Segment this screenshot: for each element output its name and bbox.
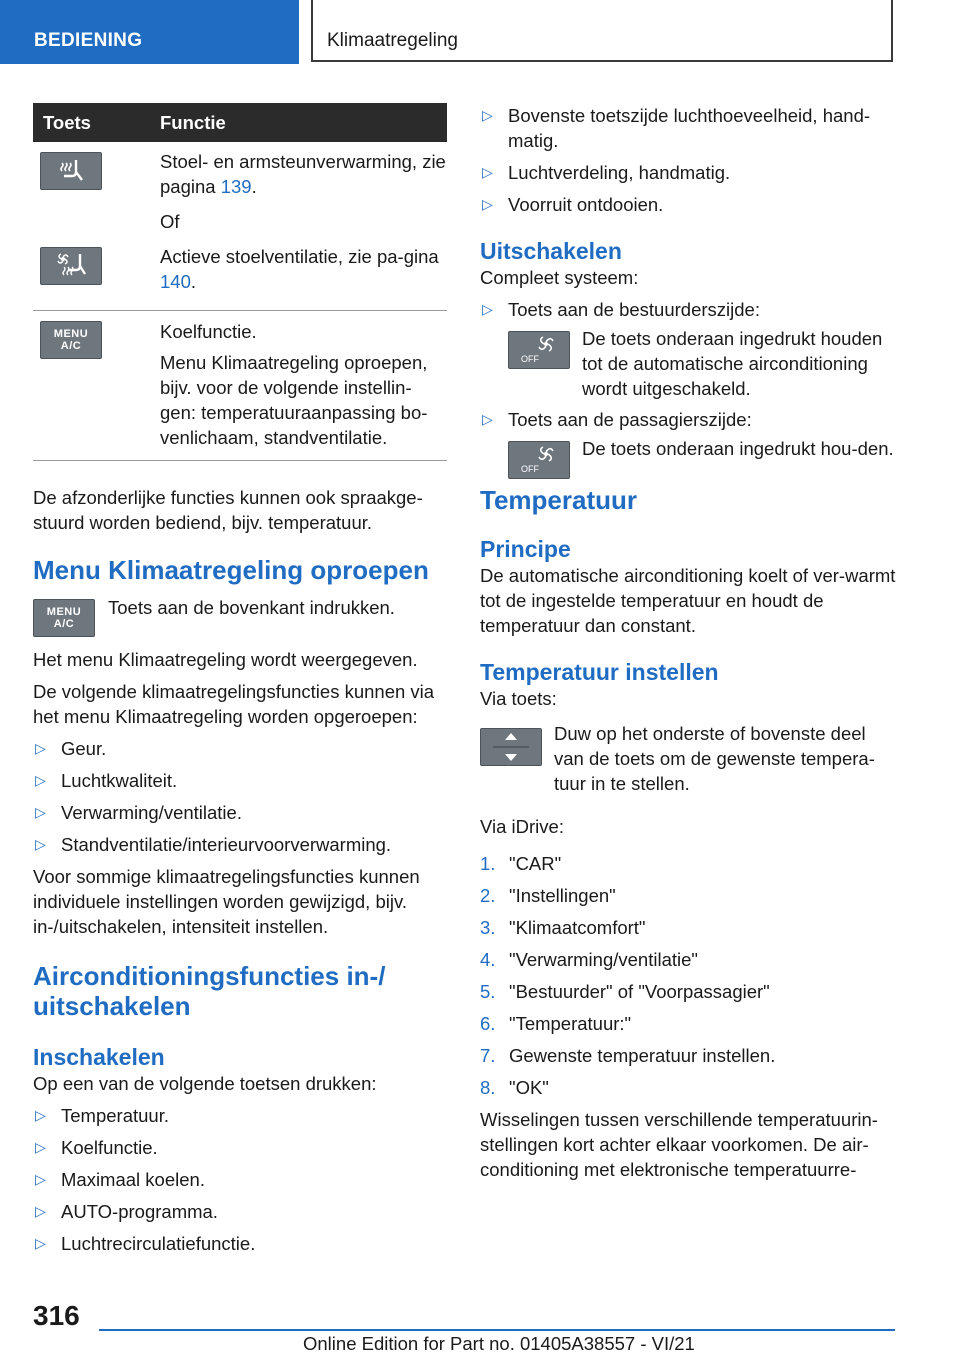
page-number: 316: [33, 1300, 80, 1331]
key-function-table: [33, 103, 447, 461]
table-or: Of: [160, 211, 180, 232]
list-item: ▷ Bovenste toetszijde luchthoeveelheid, hand-matig.: [482, 105, 871, 151]
list-item: 5. "Bestuurder" of "Voorpassagier": [480, 981, 770, 1002]
idrive-steps: [480, 851, 900, 1100]
voice-control-note: De afzonderlijke functies kunnen ook spraakge-stuurd worden bediend, bijv. temperatuur.: [33, 487, 423, 533]
table-header-function: Functie: [154, 103, 447, 142]
list-item: ▷ Maximaal koelen.: [35, 1169, 205, 1190]
list-item: ▷ Toets aan de passagierszijde: OFF De toets onderaan ingedrukt hou-den.: [480, 407, 900, 461]
list-item: ▷ Verwarming/ventilatie.: [35, 802, 242, 823]
list-item: ▷ Koelfunctie.: [35, 1137, 158, 1158]
via-key-text: Via toets:: [480, 688, 557, 709]
page-link-139[interactable]: 139: [220, 176, 252, 197]
list-item: 4. "Verwarming/ventilatie": [480, 949, 698, 970]
list-item: 7. Gewenste temperatuur instellen.: [480, 1045, 776, 1066]
closing-text: Wisselingen tussen verschillende temperatuurin-stellingen kort achter elkaar voorkomen. De air-conditioning met elektronische temperatuurre-: [480, 1109, 878, 1180]
menu-function-list: [33, 736, 447, 857]
heading-principle: Principe: [480, 536, 571, 562]
key-desc-text: Duw op het onderste of bovenste deel van de toets om de gewenste tempera-tuur in te stellen.: [554, 723, 875, 794]
list-item: 8. "OK": [480, 1077, 549, 1098]
principle-text: De automatische airconditioning koelt of ver-warmt tot de ingestelde temperatuur en houdt de temperatuur dan constant.: [480, 565, 896, 636]
list-item: ▷ Luchtverdeling, handmatig.: [482, 162, 731, 183]
menu-shown-text: Het menu Klimaatregeling wordt weergegeven.: [33, 649, 418, 670]
table-header-key: Toets: [33, 103, 154, 142]
section-title: BEDIENING: [34, 30, 143, 51]
via-idrive-text: Via iDrive:: [480, 816, 564, 837]
list-item: ▷ Luchtkwaliteit.: [35, 770, 178, 791]
temperature-rocker-button-icon: [480, 728, 542, 766]
svg-text:OFF: OFF: [521, 354, 539, 364]
chapter-tab: [311, 0, 893, 62]
left-column: [33, 103, 447, 1263]
switch-on-list-continued: [480, 103, 900, 217]
heading-switch-on: Inschakelen: [33, 1044, 165, 1070]
list-item: 1. "CAR": [480, 853, 562, 874]
heading-menu-climate: Menu Klimaatregeling oproepen: [33, 555, 429, 585]
fan-off-button-icon: [508, 331, 570, 369]
switch-on-intro: Op een van de volgende toetsen drukken:: [33, 1073, 377, 1094]
passenger-off-desc: De toets onderaan ingedrukt hou-den.: [582, 438, 894, 459]
heading-ac-functions: Airconditioningsfuncties in-/ uitschakelen: [33, 961, 386, 1021]
list-item: ▷ Luchtrecirculatiefunctie.: [35, 1233, 256, 1254]
seat-heating-button-icon: [40, 152, 102, 190]
list-item: ▷ Toets aan de bestuurderszijde: OFF De toets onderaan ingedrukt houden tot de automatische airconditioning wordt uitgeschakeld.: [480, 297, 900, 401]
list-item: ▷ Voorruit ontdooien.: [482, 194, 664, 215]
section-tab: [0, 0, 299, 64]
list-item: 2. "Instellingen": [480, 885, 616, 906]
seat-ventilation-button-icon: [40, 247, 102, 285]
list-item: ▷ Standventilatie/interieurvoorverwarming.: [35, 834, 392, 855]
list-item: ▷ Temperatuur.: [35, 1105, 169, 1126]
menu-ac-button-icon: MENU A/C: [33, 599, 95, 637]
switch-off-list: [480, 297, 900, 474]
menu-ac-button-icon: MENU A/C: [40, 321, 102, 359]
menu-press-text: Toets aan de bovenkant indrukken.: [108, 597, 395, 618]
driver-off-desc: De toets onderaan ingedrukt houden tot de automatische airconditioning wordt uitgeschakeld.: [582, 328, 883, 399]
table-row-seat-heating: Stoel- en armsteunverwarming, zie pagina 139.: [160, 151, 446, 197]
list-item: ▷ AUTO-programma.: [35, 1201, 218, 1222]
svg-text:OFF: OFF: [521, 464, 539, 474]
edition-text: Online Edition for Part no. 01405A38557 - VI/21: [303, 1333, 695, 1354]
menu-note-text: Voor sommige klimaatregelingsfuncties kunnen individuele instellingen worden gewijzigd, bijv. in-/uitschakelen, intensiteit instellen.: [33, 866, 420, 937]
heading-temperature: Temperatuur: [480, 485, 637, 515]
list-item: 6. "Temperatuur:": [480, 1013, 632, 1034]
heading-set-temperature: Temperatuur instellen: [480, 659, 719, 685]
footer-divider: [99, 1329, 895, 1331]
table-row-cooling: Koelfunctie.: [160, 321, 257, 342]
switch-off-intro: Compleet systeem:: [480, 267, 639, 288]
menu-functions-text: De volgende klimaatregelingsfuncties kunnen via het menu Klimaatregeling worden opgeroepen:: [33, 681, 435, 727]
table-row-seat-ventilation: Actieve stoelventilatie, zie pa-gina 140.: [160, 246, 439, 292]
table-row-cooling-desc: Menu Klimaatregeling oproepen, bijv. voor de volgende instellin-gen: temperatuuraanpassing bo-venlichaam, standventilatie.: [160, 352, 428, 448]
chapter-title: Klimaatregeling: [327, 30, 458, 51]
switch-on-list: [33, 1103, 447, 1256]
right-column: [480, 103, 900, 1182]
fan-off-button-icon: [508, 441, 570, 479]
list-item: ▷ Geur.: [35, 738, 107, 759]
list-item: 3. "Klimaatcomfort": [480, 917, 646, 938]
heading-switch-off: Uitschakelen: [480, 238, 622, 264]
page-link-140[interactable]: 140: [160, 271, 191, 292]
